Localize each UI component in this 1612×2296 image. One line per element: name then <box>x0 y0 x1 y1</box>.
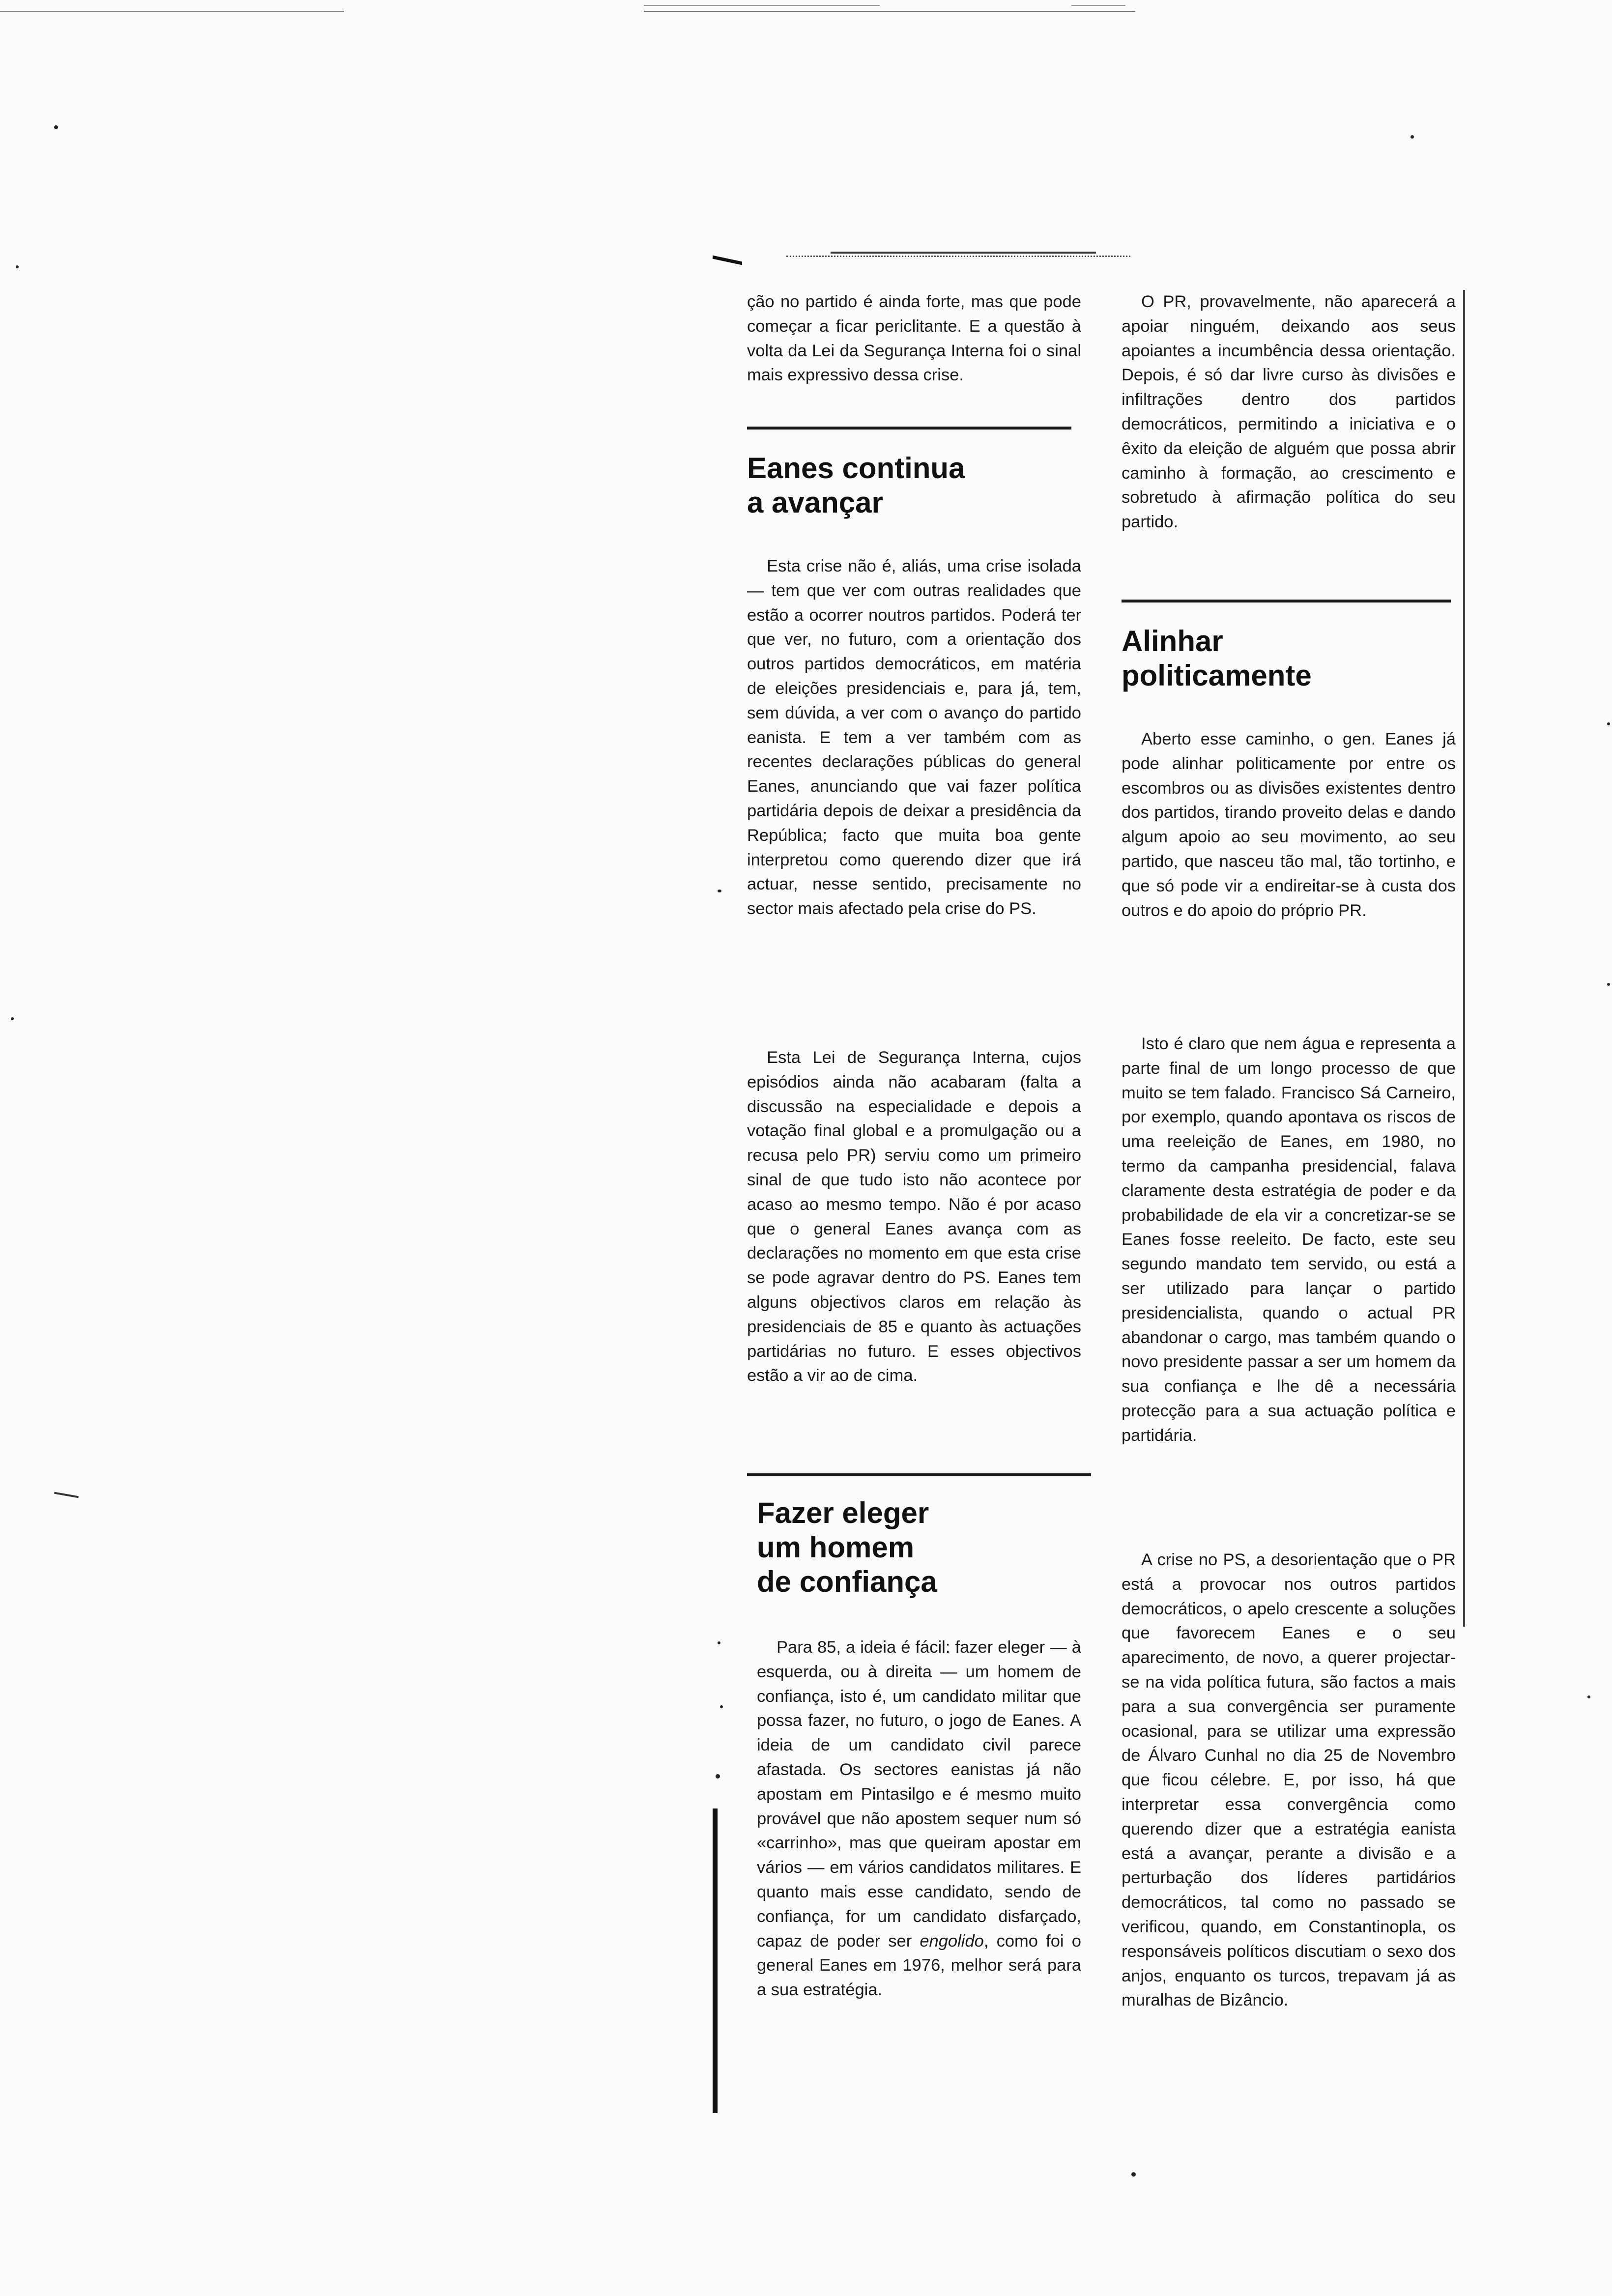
heading-line: Fazer eleger <box>757 1496 929 1529</box>
heading-line: um homem <box>757 1531 915 1564</box>
clipping-right-border <box>1463 290 1465 1627</box>
heading-line: politicamente <box>1122 659 1312 692</box>
heading-line: a avançar <box>747 486 883 519</box>
scan-edge-line <box>644 11 1135 12</box>
paragraph: ção no partido é ainda forte, mas que pode começar a ficar periclitante. E a questão à volta da Lei da Segurança Interna foi o sinal mais expressivo dessa crise. <box>747 292 1081 385</box>
paragraph: Aberto esse caminho, o gen. Eanes já pode alinhar politicamente por entre os escombros ou as divisões existentes dentro dos partidos, tirando proveito delas e dando algum apoio ao seu movimento, ao seu partido, que nasceu tão mal, tão tortinho, e que só pode vir a endireitar-se à custa dos outros e do apoio do próprio PR. <box>1122 730 1456 920</box>
scan-speck <box>11 1017 14 1020</box>
paragraph: Esta Lei de Segurança Interna, cujos episódios ainda não acabaram (falta a discussão na especialidade e depois a votação final global e a promulgação ou a recusa pelo PR) serviu como um primeiro sinal de que tudo isto não acontece por acaso ao mesmo tempo. Não é por acaso que o general Eanes avança com as declarações no momento em que esta crise se pode agravar dentro do PS. Eanes tem alguns objectivos claros em relação às presidenciais de 85 e quanto às actuações partidárias no futuro. E esses objectivos estão a vir ao de cima. <box>747 1048 1081 1385</box>
scan-speck <box>16 265 19 268</box>
emphasis-text: engolido <box>920 1931 984 1951</box>
section-heading <box>747 1496 1081 1599</box>
scan-speck <box>718 890 721 892</box>
paragraph-text: , como foi o general Eanes em 1976, melhor será para a sua estratégia. <box>757 1931 1081 2000</box>
paragraph: O PR, provavelmente, não aparecerá a apoiar ninguém, deixando aos seus apoiantes a incumbência dessa orientação. Depois, é só dar livre curso às divisões e infiltrações dentro dos partidos democráticos, permitindo a iniciativa e o êxito da eleição de alguém que possa abrir caminho à formação, ao crescimento e sobretudo à afirmação política do seu partido. <box>1122 292 1456 532</box>
scan-edge-line <box>644 5 880 6</box>
paragraph: Esta crise não é, aliás, uma crise isolada — tem que ver com outras realidades que estão a ocorrer noutros partidos. Poderá ter que ver, no futuro, com a orientação dos outros partidos democráticos, em matéria de eleições presidenciais e, para já, tem, sem dúvida, a ver com o avanço do partido eanista. E tem a ver também com as recentes declarações públicas do general Eanes, anunciando que vai fazer política partidária depois de deixar a presidência da República; facto que muita boa gente interpretou como querendo dizer que irá actuar, nesse sentido, precisamente no sector mais afectado pela crise do PS. <box>747 557 1081 918</box>
scan-speck <box>1587 1695 1590 1698</box>
section-heading <box>1122 624 1456 693</box>
scan-speck <box>718 1641 720 1644</box>
clipping-top-edge <box>831 252 1096 254</box>
clipping-corner-mark <box>713 256 742 276</box>
section-heading <box>747 451 1081 520</box>
scan-speck <box>54 125 58 129</box>
scan-speck <box>1607 983 1610 986</box>
section-rule <box>747 1473 1091 1476</box>
section-rule <box>747 427 1071 430</box>
scan-speck <box>716 1774 720 1779</box>
paragraph: Isto é claro que nem água e representa a parte final de um longo processo de que muito se tem falado. Francisco Sá Carneiro, por exemplo, quando apontava os riscos de uma reeleição de Eanes, em 1980, no termo da campanha presidencial, falava claramente desta estratégia de poder e da probabilidade de ela vir a concretizar-se se Eanes fosse reeleito. De facto, este seu segundo mandato tem servido, ou está a ser utilizado para lançar o partido presidencialista, quando o actual PR abandonar o cargo, mas também quando o novo presidente passar a ser um homem da sua confiança e lhe dê a necessária protecção para a sua actuação política e partidária. <box>1122 1034 1456 1445</box>
heading-line: Alinhar <box>1122 625 1223 658</box>
paragraph: A crise no PS, a desorientação que o PR está a provocar nos outros partidos democráticos, o apelo crescente a soluções que favorecem Eanes e o seu aparecimento, de novo, a querer projectar-se na vida política futura, são factos a mais para a sua convergência ser puramente ocasional, para se utilizar uma expressão de Álvaro Cunhal no dia 25 de Novembro que ficou célebre. E, por isso, há que interpretar essa convergência como querendo dizer que a estratégia eanista está a avançar, perante a divisão e a perturbação dos líderes partidários democráticos, tal como no passado se verificou, quando, em Constantinopla, os responsáveis políticos discutiam o sexo dos anjos, enquanto os turcos, trepavam já as muralhas de Bizâncio. <box>1122 1550 1456 2010</box>
scan-mark <box>54 1492 79 1498</box>
scan-edge-line <box>0 11 344 12</box>
scan-speck <box>1410 135 1414 139</box>
scan-speck <box>720 1705 723 1708</box>
heading-line: de confiança <box>757 1565 937 1598</box>
scan-speck <box>1607 722 1610 725</box>
column-right <box>1122 290 1456 2013</box>
heading-line: Eanes continua <box>747 452 965 485</box>
section-rule <box>1122 600 1451 603</box>
paragraph <box>747 1636 1081 2003</box>
scan-edge-line <box>1071 5 1125 6</box>
scan-speck <box>1131 2172 1136 2177</box>
clipping-left-bar <box>713 1808 718 2113</box>
paragraph-text: Para 85, a ideia é fácil: fazer eleger — à esquerda, ou à direita — um homem de confiança, isto é, um candidato militar que possa fazer, no futuro, o jogo de Eanes. A ideia de um candidato civil parece afastada. Os sectores eanistas já não apostam em Pintasilgo e é mesmo muito provável que não apostem sequer num só «carrinho», mas que queiram apostar em vários — em vários candidatos militares. E quanto mais esse candidato, sendo de confiança, for um candidato disfarçado, capaz de poder ser <box>757 1638 1081 1951</box>
column-left <box>747 290 1081 2003</box>
clipping-top-edge <box>786 256 1130 258</box>
